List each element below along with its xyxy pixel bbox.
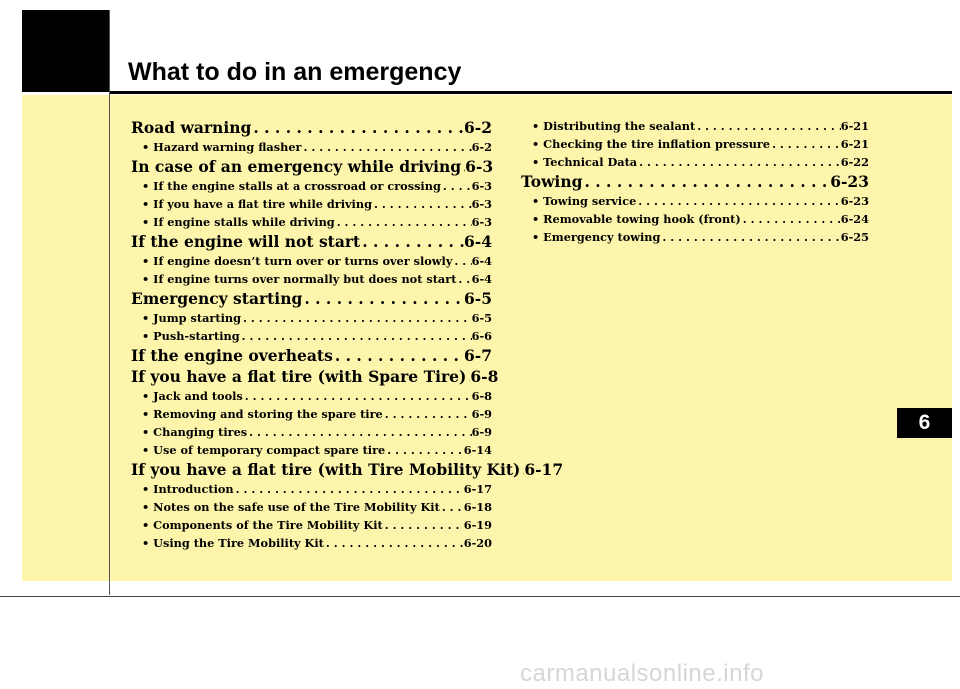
toc-subitem[interactable]: [131, 327, 492, 345]
toc-subitem[interactable]: [131, 252, 492, 270]
toc-page-number: 6-6: [471, 329, 492, 343]
toc-entry-text: • Using the Tire Mobility Kit: [142, 536, 324, 550]
margin-rule: [109, 10, 110, 595]
toc-entry-text: Road warning: [131, 118, 252, 137]
toc-heading[interactable]: [131, 366, 499, 387]
dot-leader: [441, 177, 472, 195]
toc-page-number: 6-5: [463, 289, 492, 308]
dot-leader: [324, 534, 464, 552]
toc-entry-text: • Components of the Tire Mobility Kit: [142, 518, 383, 532]
toc-entry-text: • Towing service: [532, 194, 637, 208]
toc-subitem[interactable]: [131, 213, 492, 231]
dot-leader: [241, 309, 472, 327]
toc-page-number: 6-3: [465, 157, 494, 176]
dot-leader: [234, 480, 464, 498]
toc-entry-text: • Emergency towing: [532, 230, 661, 244]
toc-page-number: 6-5: [471, 311, 492, 325]
toc-entry-text: • Removing and storing the spare tire: [142, 407, 383, 421]
toc-subitem[interactable]: [521, 192, 869, 210]
toc-page-number: 6-2: [471, 140, 492, 154]
dot-leader: [741, 210, 841, 228]
toc-page-number: 6-4: [471, 254, 492, 268]
dot-leader: [240, 327, 472, 345]
chapter-tab[interactable]: 6: [897, 408, 952, 438]
toc-entry-text: • Removable towing hook (front): [532, 212, 741, 226]
toc-heading[interactable]: [131, 345, 492, 366]
toc-entry-text: • Distributing the sealant: [532, 119, 696, 133]
toc-entry-text: If the engine will not start: [131, 232, 361, 251]
toc-subitem[interactable]: [131, 270, 492, 288]
toc-entry-text: • If you have a flat tire while driving: [142, 197, 372, 211]
dot-leader: [440, 498, 464, 516]
toc-heading[interactable]: [131, 156, 492, 177]
toc-subitem[interactable]: [131, 441, 492, 459]
toc-subitem[interactable]: [131, 423, 492, 441]
toc-page-number: 6-25: [840, 230, 869, 244]
toc-entry-text: • If the engine stalls at a crossroad or crossing: [142, 179, 441, 193]
toc-page-number: 6-7: [463, 346, 492, 365]
dot-leader: [251, 117, 464, 138]
toc-subitem[interactable]: [131, 309, 492, 327]
title-rule: [110, 91, 952, 94]
toc-entry-text: Emergency starting: [131, 289, 303, 308]
toc-page-number: 6-2: [463, 118, 492, 137]
toc-entry-text: • Jump starting: [142, 311, 241, 325]
dot-leader: [302, 288, 464, 309]
toc-heading[interactable]: [131, 231, 492, 252]
dot-leader: [383, 516, 464, 534]
toc-entry-text: • Push-starting: [142, 329, 240, 343]
toc-entry-text: • Checking the tire inflation pressure: [532, 137, 771, 151]
toc-subitem[interactable]: [131, 177, 492, 195]
toc-entry-text: If the engine overheats: [131, 346, 333, 365]
toc-entry-text: • Jack and tools: [142, 389, 243, 403]
dot-leader: [385, 441, 463, 459]
toc-page-number: 6-18: [463, 500, 492, 514]
toc-entry-text: • If engine doesn’t turn over or turns over slowly: [142, 254, 453, 268]
dot-leader: [372, 195, 472, 213]
toc-entry-text: • Use of temporary compact spare tire: [142, 443, 386, 457]
toc-heading[interactable]: [131, 288, 492, 309]
toc-subitem[interactable]: [131, 195, 492, 213]
toc-entry-text: • If engine stalls while driving: [142, 215, 335, 229]
toc-heading[interactable]: [131, 117, 492, 138]
toc-right-column: [521, 117, 869, 246]
footer-rule: [0, 596, 960, 597]
toc-subitem[interactable]: [131, 405, 492, 423]
toc-page-number: 6-22: [840, 155, 869, 169]
dot-leader: [636, 192, 840, 210]
page-title: What to do in an emergency: [128, 58, 462, 86]
watermark: carmanualsonline.info: [520, 660, 764, 687]
toc-page-number: 6-8: [470, 367, 499, 386]
toc-page-number: 6-17: [524, 460, 564, 479]
dot-leader: [770, 135, 841, 153]
toc-page-number: 6-4: [471, 272, 492, 286]
dot-leader: [301, 138, 471, 156]
toc-subitem[interactable]: [521, 153, 869, 171]
toc-entry-text: • Introduction: [142, 482, 234, 496]
toc-subitem[interactable]: [521, 135, 869, 153]
dot-leader: [360, 231, 464, 252]
toc-entry-text: • If engine turns over normally but does not start: [142, 272, 457, 286]
header-black-block: [22, 10, 110, 92]
dot-leader: [333, 345, 464, 366]
toc-page-number: 6-8: [471, 389, 492, 403]
toc-entry-text: • Hazard warning flasher: [142, 140, 302, 154]
toc-entry-text: Towing: [521, 172, 583, 191]
toc-subitem[interactable]: [131, 138, 492, 156]
toc-subitem[interactable]: [131, 498, 492, 516]
toc-page-number: 6-4: [463, 232, 492, 251]
toc-page-number: 6-17: [463, 482, 492, 496]
toc-page-number: 6-14: [463, 443, 492, 457]
dot-leader: [335, 213, 472, 231]
toc-subitem[interactable]: [131, 516, 492, 534]
toc-page-number: 6-3: [471, 179, 492, 193]
toc-entry-text: If you have a flat tire (with Tire Mobility Kit): [131, 460, 521, 479]
toc-page-number: 6-24: [840, 212, 869, 226]
toc-subitem[interactable]: [131, 387, 492, 405]
toc-page-number: 6-3: [471, 215, 492, 229]
toc-page-number: 6-9: [471, 407, 492, 421]
toc-subitem[interactable]: [521, 210, 869, 228]
dot-leader: [383, 405, 472, 423]
dot-leader: [695, 117, 841, 135]
toc-page-number: 6-23: [830, 172, 869, 191]
toc-subitem[interactable]: [521, 228, 869, 246]
toc-subitem[interactable]: [131, 480, 492, 498]
toc-page-number: 6-21: [840, 137, 869, 151]
toc-entry-text: If you have a flat tire (with Spare Tire): [131, 367, 467, 386]
toc-subitem[interactable]: [521, 117, 869, 135]
dot-leader: [247, 423, 471, 441]
toc-page-number: 6-3: [471, 197, 492, 211]
dot-leader: [582, 171, 830, 192]
dot-leader: [243, 387, 472, 405]
toc-entry-text: • Notes on the safe use of the Tire Mobility Kit: [142, 500, 440, 514]
toc-page-number: 6-23: [840, 194, 869, 208]
dot-leader: [660, 228, 840, 246]
toc-subitem[interactable]: [131, 534, 492, 552]
dot-leader: [456, 270, 471, 288]
dot-leader: [452, 252, 471, 270]
toc-page-number: 6-20: [463, 536, 492, 550]
toc-page-number: 6-19: [463, 518, 492, 532]
toc-heading[interactable]: [131, 459, 564, 480]
toc-page-number: 6-9: [471, 425, 492, 439]
toc-entry-text: In case of an emergency while driving: [131, 157, 462, 176]
toc-entry-text: • Changing tires: [142, 425, 248, 439]
toc-entry-text: • Technical Data: [532, 155, 638, 169]
toc-heading[interactable]: [521, 171, 869, 192]
toc-page-number: 6-21: [840, 119, 869, 133]
dot-leader: [637, 153, 841, 171]
